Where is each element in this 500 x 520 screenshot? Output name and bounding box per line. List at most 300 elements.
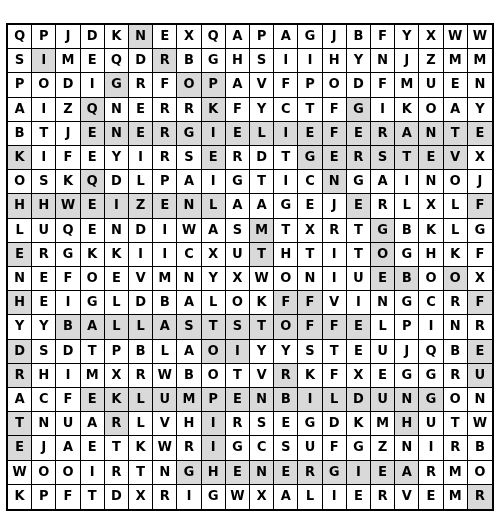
grid-cell[interactable]: B	[8, 122, 32, 146]
grid-cell[interactable]: A	[177, 340, 201, 364]
grid-cell[interactable]: E	[105, 267, 129, 291]
grid-cell[interactable]: G	[177, 461, 201, 485]
grid-cell[interactable]: O	[202, 364, 226, 388]
grid-cell[interactable]: R	[226, 412, 250, 436]
grid-cell[interactable]: S	[8, 49, 32, 73]
grid-cell[interactable]: R	[129, 73, 153, 97]
grid-cell[interactable]: Y	[8, 315, 32, 339]
grid-cell[interactable]: K	[8, 485, 32, 509]
grid-cell[interactable]: G	[226, 170, 250, 194]
grid-cell[interactable]: Q	[81, 170, 105, 194]
grid-cell[interactable]: O	[444, 170, 468, 194]
grid-cell[interactable]: I	[32, 49, 56, 73]
grid-cell[interactable]: Y	[202, 267, 226, 291]
grid-cell[interactable]: Z	[371, 436, 395, 460]
grid-cell[interactable]: N	[468, 388, 492, 412]
grid-cell[interactable]: Q	[81, 98, 105, 122]
grid-cell[interactable]: R	[105, 461, 129, 485]
grid-cell[interactable]: E	[323, 146, 347, 170]
grid-cell[interactable]: I	[32, 146, 56, 170]
grid-cell[interactable]: T	[226, 364, 250, 388]
grid-cell[interactable]: T	[347, 219, 371, 243]
grid-cell[interactable]: D	[323, 412, 347, 436]
grid-cell[interactable]: R	[32, 243, 56, 267]
grid-cell[interactable]: U	[32, 219, 56, 243]
grid-cell[interactable]: Z	[56, 98, 80, 122]
grid-cell[interactable]: O	[8, 170, 32, 194]
grid-cell[interactable]: E	[226, 388, 250, 412]
grid-cell[interactable]: A	[371, 170, 395, 194]
grid-cell[interactable]: B	[395, 267, 419, 291]
grid-cell[interactable]: W	[226, 485, 250, 509]
grid-cell[interactable]: E	[274, 461, 298, 485]
grid-cell[interactable]: P	[395, 315, 419, 339]
grid-cell[interactable]: C	[274, 98, 298, 122]
grid-cell[interactable]: K	[202, 98, 226, 122]
grid-cell[interactable]: K	[250, 291, 274, 315]
grid-cell[interactable]: X	[298, 219, 322, 243]
grid-cell[interactable]: O	[419, 267, 443, 291]
grid-cell[interactable]: B	[444, 340, 468, 364]
grid-cell[interactable]: R	[8, 364, 32, 388]
grid-cell[interactable]: B	[129, 340, 153, 364]
grid-cell[interactable]: I	[419, 436, 443, 460]
grid-cell[interactable]: M	[153, 267, 177, 291]
grid-cell[interactable]: A	[56, 436, 80, 460]
grid-cell[interactable]: L	[250, 122, 274, 146]
grid-cell[interactable]: X	[226, 267, 250, 291]
grid-cell[interactable]: I	[153, 243, 177, 267]
grid-cell[interactable]: E	[81, 219, 105, 243]
grid-cell[interactable]: A	[8, 388, 32, 412]
grid-cell[interactable]: G	[177, 122, 201, 146]
grid-cell[interactable]: M	[371, 412, 395, 436]
grid-cell[interactable]: A	[177, 170, 201, 194]
grid-cell[interactable]: E	[81, 436, 105, 460]
grid-cell[interactable]: D	[347, 388, 371, 412]
grid-cell[interactable]: R	[371, 194, 395, 218]
grid-cell[interactable]: I	[202, 122, 226, 146]
grid-cell[interactable]: V	[250, 73, 274, 97]
grid-cell[interactable]: M	[250, 219, 274, 243]
grid-cell[interactable]: F	[56, 388, 80, 412]
grid-cell[interactable]: O	[226, 291, 250, 315]
grid-cell[interactable]: R	[274, 364, 298, 388]
grid-cell[interactable]: P	[153, 170, 177, 194]
grid-cell[interactable]: D	[105, 170, 129, 194]
grid-cell[interactable]: I	[32, 98, 56, 122]
grid-cell[interactable]: L	[395, 194, 419, 218]
grid-cell[interactable]: H	[202, 461, 226, 485]
grid-cell[interactable]: E	[202, 146, 226, 170]
grid-cell[interactable]: B	[347, 25, 371, 49]
grid-cell[interactable]: T	[250, 243, 274, 267]
grid-cell[interactable]: K	[56, 170, 80, 194]
grid-cell[interactable]: T	[129, 461, 153, 485]
grid-cell[interactable]: I	[274, 170, 298, 194]
grid-cell[interactable]: N	[177, 194, 201, 218]
grid-cell[interactable]: D	[129, 219, 153, 243]
grid-cell[interactable]: J	[395, 49, 419, 73]
grid-cell[interactable]: O	[32, 461, 56, 485]
grid-cell[interactable]: K	[81, 243, 105, 267]
grid-cell[interactable]: E	[226, 461, 250, 485]
grid-cell[interactable]: T	[81, 485, 105, 509]
grid-cell[interactable]: Z	[419, 49, 443, 73]
grid-cell[interactable]: F	[323, 122, 347, 146]
grid-cell[interactable]: C	[32, 388, 56, 412]
grid-cell[interactable]: D	[81, 25, 105, 49]
grid-cell[interactable]: R	[444, 364, 468, 388]
grid-cell[interactable]: L	[153, 340, 177, 364]
grid-cell[interactable]: R	[177, 436, 201, 460]
grid-cell[interactable]: V	[395, 485, 419, 509]
grid-cell[interactable]: O	[468, 461, 492, 485]
grid-cell[interactable]: W	[250, 267, 274, 291]
grid-cell[interactable]: G	[347, 436, 371, 460]
grid-cell[interactable]: U	[419, 73, 443, 97]
grid-cell[interactable]: M	[444, 49, 468, 73]
grid-cell[interactable]: P	[32, 25, 56, 49]
grid-cell[interactable]: W	[468, 25, 492, 49]
grid-cell[interactable]: V	[250, 364, 274, 388]
grid-cell[interactable]: Y	[250, 340, 274, 364]
grid-cell[interactable]: N	[105, 98, 129, 122]
grid-cell[interactable]: N	[371, 291, 395, 315]
grid-cell[interactable]: B	[177, 364, 201, 388]
grid-cell[interactable]: S	[298, 340, 322, 364]
grid-cell[interactable]: T	[250, 315, 274, 339]
grid-cell[interactable]: F	[468, 243, 492, 267]
grid-cell[interactable]: Q	[419, 340, 443, 364]
grid-cell[interactable]: E	[298, 194, 322, 218]
grid-cell[interactable]: K	[129, 436, 153, 460]
grid-cell[interactable]: B	[274, 388, 298, 412]
grid-cell[interactable]: I	[274, 122, 298, 146]
grid-cell[interactable]: I	[323, 485, 347, 509]
grid-cell[interactable]: S	[177, 315, 201, 339]
grid-cell[interactable]: B	[177, 49, 201, 73]
grid-cell[interactable]: I	[347, 291, 371, 315]
grid-cell[interactable]: O	[56, 461, 80, 485]
grid-cell[interactable]: T	[395, 146, 419, 170]
grid-cell[interactable]: G	[395, 364, 419, 388]
grid-cell[interactable]: J	[323, 194, 347, 218]
grid-cell[interactable]: E	[419, 485, 443, 509]
grid-cell[interactable]: L	[129, 170, 153, 194]
grid-cell[interactable]: N	[419, 170, 443, 194]
grid-cell[interactable]: F	[323, 364, 347, 388]
grid-cell[interactable]: C	[250, 436, 274, 460]
grid-cell[interactable]: Q	[8, 25, 32, 49]
grid-cell[interactable]: W	[444, 25, 468, 49]
grid-cell[interactable]: M	[177, 388, 201, 412]
grid-cell[interactable]: A	[274, 25, 298, 49]
grid-cell[interactable]: U	[371, 340, 395, 364]
grid-cell[interactable]: G	[105, 73, 129, 97]
grid-cell[interactable]: O	[32, 73, 56, 97]
grid-cell[interactable]: L	[105, 315, 129, 339]
grid-cell[interactable]: E	[226, 122, 250, 146]
grid-cell[interactable]: R	[129, 364, 153, 388]
grid-cell[interactable]: T	[274, 219, 298, 243]
grid-cell[interactable]: A	[274, 485, 298, 509]
grid-cell[interactable]: B	[56, 315, 80, 339]
grid-cell[interactable]: L	[444, 194, 468, 218]
grid-cell[interactable]: U	[371, 388, 395, 412]
grid-cell[interactable]: A	[226, 194, 250, 218]
grid-cell[interactable]: R	[177, 98, 201, 122]
grid-cell[interactable]: S	[371, 146, 395, 170]
grid-cell[interactable]: N	[32, 412, 56, 436]
grid-cell[interactable]: E	[419, 146, 443, 170]
grid-cell[interactable]: O	[274, 315, 298, 339]
grid-cell[interactable]: O	[444, 388, 468, 412]
grid-cell[interactable]: F	[274, 73, 298, 97]
grid-cell[interactable]: A	[81, 412, 105, 436]
grid-cell[interactable]: N	[105, 219, 129, 243]
grid-cell[interactable]: D	[56, 340, 80, 364]
grid-cell[interactable]: I	[298, 388, 322, 412]
grid-cell[interactable]: I	[347, 461, 371, 485]
grid-cell[interactable]: E	[468, 122, 492, 146]
grid-cell[interactable]: X	[129, 485, 153, 509]
grid-cell[interactable]: E	[81, 194, 105, 218]
grid-cell[interactable]: I	[202, 436, 226, 460]
grid-cell[interactable]: V	[323, 291, 347, 315]
grid-cell[interactable]: L	[298, 485, 322, 509]
grid-cell[interactable]: M	[395, 73, 419, 97]
grid-cell[interactable]: K	[105, 25, 129, 49]
grid-cell[interactable]: I	[129, 243, 153, 267]
grid-cell[interactable]: I	[298, 49, 322, 73]
grid-cell[interactable]: A	[177, 291, 201, 315]
grid-cell[interactable]: O	[202, 340, 226, 364]
grid-cell[interactable]: A	[202, 219, 226, 243]
grid-cell[interactable]: R	[153, 122, 177, 146]
grid-cell[interactable]: N	[298, 267, 322, 291]
grid-cell[interactable]: F	[468, 291, 492, 315]
grid-cell[interactable]: Y	[32, 315, 56, 339]
grid-cell[interactable]: E	[8, 243, 32, 267]
grid-cell[interactable]: E	[81, 146, 105, 170]
grid-cell[interactable]: M	[468, 49, 492, 73]
grid-cell[interactable]: P	[202, 73, 226, 97]
grid-cell[interactable]: A	[250, 194, 274, 218]
grid-cell[interactable]: E	[32, 267, 56, 291]
grid-cell[interactable]: R	[419, 461, 443, 485]
grid-cell[interactable]: L	[129, 412, 153, 436]
grid-cell[interactable]: F	[56, 485, 80, 509]
grid-cell[interactable]: T	[444, 122, 468, 146]
grid-cell[interactable]: E	[81, 388, 105, 412]
grid-cell[interactable]: F	[56, 267, 80, 291]
grid-cell[interactable]: H	[8, 194, 32, 218]
grid-cell[interactable]: E	[347, 485, 371, 509]
grid-cell[interactable]: Y	[395, 25, 419, 49]
grid-cell[interactable]: E	[129, 98, 153, 122]
grid-cell[interactable]: I	[81, 73, 105, 97]
grid-cell[interactable]: T	[8, 412, 32, 436]
grid-cell[interactable]: R	[371, 485, 395, 509]
grid-cell[interactable]: F	[56, 146, 80, 170]
grid-cell[interactable]: I	[56, 291, 80, 315]
grid-cell[interactable]: E	[8, 436, 32, 460]
grid-cell[interactable]: T	[298, 243, 322, 267]
grid-cell[interactable]: K	[298, 364, 322, 388]
grid-cell[interactable]: G	[56, 243, 80, 267]
grid-cell[interactable]: F	[371, 73, 395, 97]
grid-cell[interactable]: E	[468, 340, 492, 364]
grid-cell[interactable]: E	[81, 49, 105, 73]
grid-cell[interactable]: B	[395, 219, 419, 243]
grid-cell[interactable]: N	[395, 388, 419, 412]
grid-cell[interactable]: M	[56, 49, 80, 73]
grid-cell[interactable]: J	[395, 340, 419, 364]
grid-cell[interactable]: T	[250, 170, 274, 194]
grid-cell[interactable]: R	[153, 49, 177, 73]
grid-cell[interactable]: N	[468, 73, 492, 97]
grid-cell[interactable]: V	[129, 267, 153, 291]
grid-cell[interactable]: O	[274, 267, 298, 291]
grid-cell[interactable]: N	[323, 170, 347, 194]
grid-cell[interactable]: N	[250, 388, 274, 412]
grid-cell[interactable]: S	[177, 146, 201, 170]
grid-cell[interactable]: H	[8, 291, 32, 315]
grid-cell[interactable]: Z	[129, 194, 153, 218]
grid-cell[interactable]: E	[32, 291, 56, 315]
grid-cell[interactable]: I	[323, 267, 347, 291]
grid-cell[interactable]: U	[419, 412, 443, 436]
grid-cell[interactable]: J	[56, 25, 80, 49]
grid-cell[interactable]: D	[56, 73, 80, 97]
grid-cell[interactable]: I	[177, 485, 201, 509]
grid-cell[interactable]: N	[177, 267, 201, 291]
grid-cell[interactable]: N	[444, 315, 468, 339]
grid-cell[interactable]: N	[419, 122, 443, 146]
grid-cell[interactable]: W	[56, 194, 80, 218]
grid-cell[interactable]: F	[468, 194, 492, 218]
grid-cell[interactable]: N	[105, 122, 129, 146]
grid-cell[interactable]: Y	[105, 146, 129, 170]
grid-cell[interactable]: M	[444, 485, 468, 509]
grid-cell[interactable]: D	[250, 146, 274, 170]
grid-cell[interactable]: K	[105, 243, 129, 267]
grid-cell[interactable]: I	[419, 315, 443, 339]
grid-cell[interactable]: I	[129, 146, 153, 170]
grid-cell[interactable]: S	[274, 436, 298, 460]
grid-cell[interactable]: L	[202, 291, 226, 315]
grid-cell[interactable]: G	[419, 364, 443, 388]
grid-cell[interactable]: E	[444, 73, 468, 97]
grid-cell[interactable]: S	[250, 412, 274, 436]
grid-cell[interactable]: G	[274, 194, 298, 218]
grid-cell[interactable]: I	[323, 243, 347, 267]
grid-cell[interactable]: A	[226, 73, 250, 97]
grid-cell[interactable]: O	[419, 98, 443, 122]
grid-cell[interactable]: H	[226, 49, 250, 73]
grid-cell[interactable]: T	[444, 412, 468, 436]
grid-cell[interactable]: L	[371, 315, 395, 339]
grid-cell[interactable]: V	[444, 146, 468, 170]
grid-cell[interactable]: G	[347, 170, 371, 194]
grid-cell[interactable]: O	[177, 73, 201, 97]
grid-cell[interactable]: U	[153, 388, 177, 412]
grid-cell[interactable]: R	[468, 485, 492, 509]
grid-cell[interactable]: W	[8, 461, 32, 485]
grid-cell[interactable]: I	[202, 170, 226, 194]
grid-cell[interactable]: L	[202, 194, 226, 218]
grid-cell[interactable]: Y	[250, 98, 274, 122]
grid-cell[interactable]: W	[177, 219, 201, 243]
grid-cell[interactable]: C	[177, 243, 201, 267]
grid-cell[interactable]: L	[323, 388, 347, 412]
grid-cell[interactable]: I	[395, 170, 419, 194]
grid-cell[interactable]: P	[298, 73, 322, 97]
grid-cell[interactable]: R	[298, 461, 322, 485]
grid-cell[interactable]: R	[153, 146, 177, 170]
grid-cell[interactable]: G	[468, 219, 492, 243]
grid-cell[interactable]: B	[153, 291, 177, 315]
grid-cell[interactable]: R	[444, 291, 468, 315]
grid-cell[interactable]: C	[419, 291, 443, 315]
grid-cell[interactable]: X	[347, 364, 371, 388]
grid-cell[interactable]: Q	[202, 25, 226, 49]
grid-cell[interactable]: D	[129, 291, 153, 315]
grid-cell[interactable]: R	[226, 146, 250, 170]
grid-cell[interactable]: L	[129, 315, 153, 339]
grid-cell[interactable]: V	[153, 412, 177, 436]
grid-cell[interactable]: F	[298, 291, 322, 315]
grid-cell[interactable]: X	[177, 25, 201, 49]
grid-cell[interactable]: R	[468, 315, 492, 339]
grid-cell[interactable]: E	[371, 364, 395, 388]
grid-cell[interactable]: N	[250, 461, 274, 485]
grid-cell[interactable]: Y	[274, 340, 298, 364]
grid-cell[interactable]: Y	[468, 98, 492, 122]
grid-cell[interactable]: A	[81, 315, 105, 339]
grid-cell[interactable]: X	[468, 267, 492, 291]
grid-cell[interactable]: H	[419, 243, 443, 267]
grid-cell[interactable]: E	[371, 461, 395, 485]
grid-cell[interactable]: W	[153, 364, 177, 388]
grid-cell[interactable]: K	[8, 146, 32, 170]
grid-cell[interactable]: D	[8, 340, 32, 364]
grid-cell[interactable]: E	[347, 340, 371, 364]
grid-cell[interactable]: B	[468, 436, 492, 460]
grid-cell[interactable]: I	[81, 461, 105, 485]
grid-cell[interactable]: R	[371, 122, 395, 146]
grid-cell[interactable]: J	[32, 436, 56, 460]
grid-cell[interactable]: I	[105, 194, 129, 218]
grid-cell[interactable]: E	[129, 122, 153, 146]
grid-cell[interactable]: G	[202, 485, 226, 509]
grid-cell[interactable]: I	[202, 412, 226, 436]
grid-cell[interactable]: P	[202, 388, 226, 412]
grid-cell[interactable]: F	[226, 98, 250, 122]
grid-cell[interactable]: R	[444, 436, 468, 460]
grid-cell[interactable]: T	[347, 243, 371, 267]
grid-cell[interactable]: U	[468, 364, 492, 388]
grid-cell[interactable]: A	[444, 98, 468, 122]
grid-cell[interactable]: A	[395, 461, 419, 485]
grid-cell[interactable]: K	[395, 98, 419, 122]
grid-cell[interactable]: E	[347, 122, 371, 146]
grid-cell[interactable]: O	[371, 243, 395, 267]
grid-cell[interactable]: Q	[56, 219, 80, 243]
grid-cell[interactable]: G	[371, 219, 395, 243]
grid-cell[interactable]: L	[105, 291, 129, 315]
